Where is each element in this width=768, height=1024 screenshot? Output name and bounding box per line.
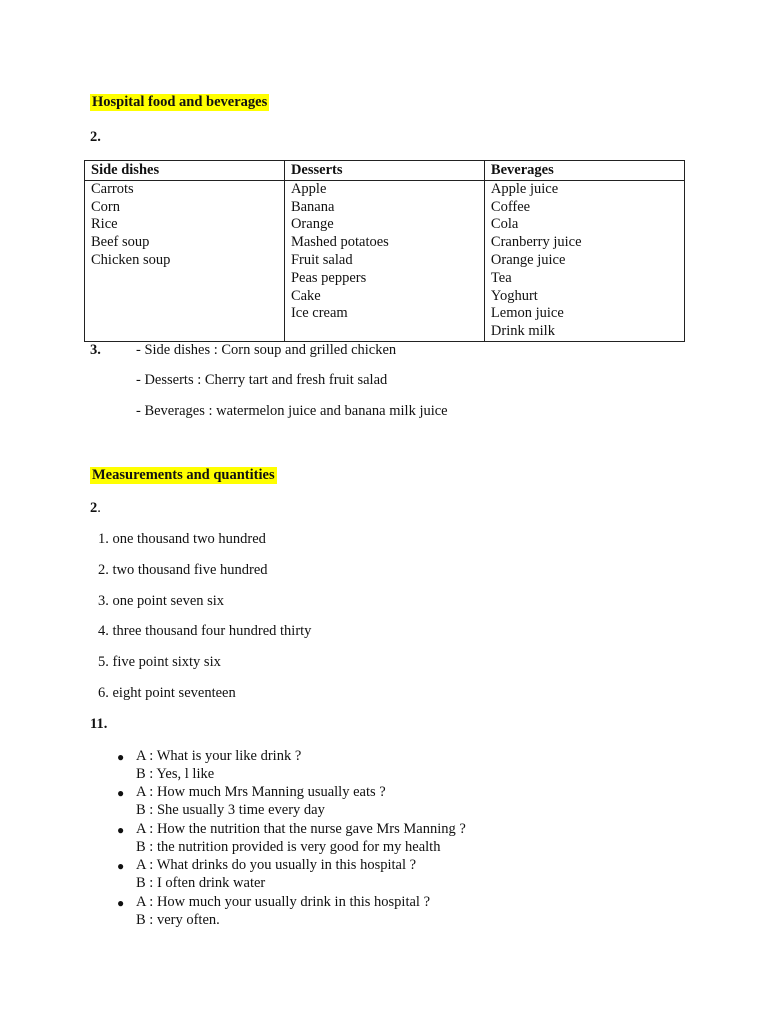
- dialogue-line-b: B : Yes, l like: [136, 766, 215, 782]
- list-item: Cranberry juice: [490, 234, 582, 251]
- list-item: 3. one point seven six: [98, 593, 225, 609]
- list-item: Beef soup: [91, 234, 150, 251]
- list-item: Cake: [290, 287, 321, 304]
- question-3-label: 3.: [90, 342, 101, 358]
- list-item: Coffee: [490, 198, 531, 215]
- answer-side-dishes: - Side dishes : Corn soup and grilled chicken: [136, 342, 397, 358]
- column-header-desserts: Desserts: [284, 161, 484, 181]
- question-2-label: 2.: [90, 129, 101, 145]
- list-item: Lemon juice: [490, 305, 564, 322]
- list-item: 1. one thousand two hundred: [98, 531, 266, 547]
- bullet-icon: ●: [117, 896, 125, 910]
- bullet-icon: ●: [117, 750, 125, 764]
- bullet-icon: ●: [117, 823, 125, 837]
- list-item: Mashed potatoes: [290, 234, 389, 251]
- list-item: Apple juice: [490, 180, 559, 197]
- desserts-cell: [284, 180, 484, 341]
- side-dishes-cell: [85, 180, 285, 341]
- list-item: Apple: [290, 180, 327, 197]
- food-table: [84, 160, 685, 342]
- answer-beverages: - Beverages : watermelon juice and banana milk juice: [136, 403, 448, 419]
- list-item: Ice cream: [290, 305, 348, 322]
- list-item: Carrots: [91, 180, 134, 197]
- list-item: 2. two thousand five hundred: [98, 562, 268, 578]
- question-number: 2: [90, 500, 98, 516]
- dialogue-line-a: A : How much your usually drink in this hospital ?: [136, 894, 431, 910]
- table-header-row: [85, 161, 685, 181]
- column-header-beverages: Beverages: [484, 161, 684, 181]
- question-dot: .: [97, 500, 101, 516]
- list-item: Banana: [290, 198, 335, 215]
- dialogue-line-b: B : the nutrition provided is very good for my health: [136, 839, 441, 855]
- list-item: Drink milk: [490, 323, 555, 340]
- list-item: Corn: [91, 198, 120, 215]
- list-item: 5. five point sixty six: [98, 654, 221, 670]
- list-item: 6. eight point seventeen: [98, 685, 236, 701]
- beverages-cell: [484, 180, 684, 341]
- list-item: Peas peppers: [290, 269, 367, 286]
- answer-desserts: - Desserts : Cherry tart and fresh fruit salad: [136, 372, 388, 388]
- list-item: 4. three thousand four hundred thirty: [98, 623, 312, 639]
- dialogue-line-a: A : What drinks do you usually in this hospital ?: [136, 857, 417, 873]
- list-item: Tea: [490, 269, 512, 286]
- question-2-label-section2: [90, 500, 101, 517]
- list-item: Rice: [91, 216, 118, 233]
- dialogue-line-a: A : How much Mrs Manning usually eats ?: [136, 784, 386, 800]
- section-heading-measurements: Measurements and quantities: [92, 467, 275, 483]
- list-item: Orange: [290, 216, 334, 233]
- dialogue-line-a: A : How the nutrition that the nurse gave Mrs Manning ?: [136, 821, 466, 837]
- list-item: Chicken soup: [91, 251, 171, 268]
- dialogue-line-a: A : What is your like drink ?: [136, 748, 302, 764]
- list-item: Cola: [490, 216, 519, 233]
- list-item: Yoghurt: [490, 287, 538, 304]
- dialogue-line-b: B : I often drink water: [136, 875, 266, 891]
- bullet-icon: ●: [117, 859, 125, 873]
- table-row: [85, 180, 685, 341]
- dialogue-line-b: B : very often.: [136, 912, 220, 928]
- dialogue-line-b: B : She usually 3 time every day: [136, 802, 325, 818]
- column-header-side-dishes: Side dishes: [85, 161, 285, 181]
- list-item: Fruit salad: [290, 251, 353, 268]
- bullet-icon: ●: [117, 786, 125, 800]
- list-item: Orange juice: [490, 251, 566, 268]
- question-11-label: 11.: [90, 716, 108, 732]
- section-heading-hospital-food: Hospital food and beverages: [92, 94, 268, 110]
